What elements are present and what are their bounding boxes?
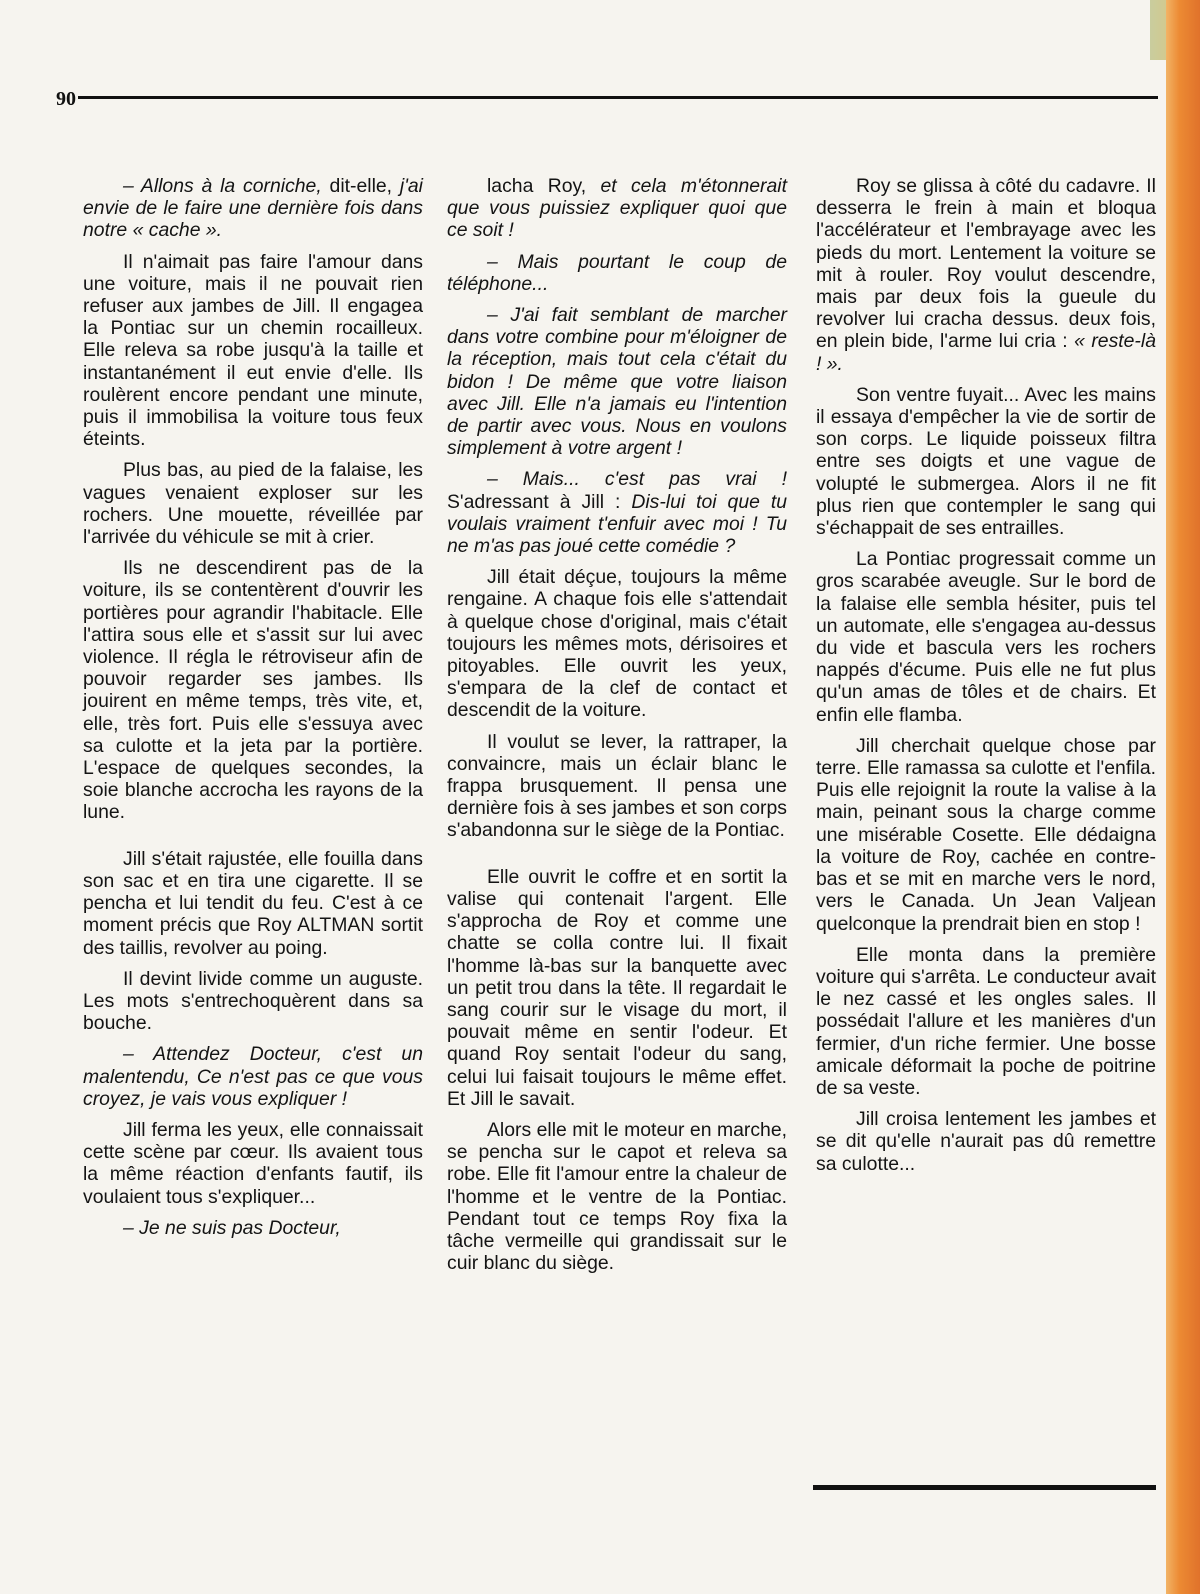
- paragraph: [83, 848, 423, 959]
- text-run: Jill cherchait quelque chose par terre. Elle ramassa sa culotte et l'enfila. Puis elle rejoignit la route la valise à la main, peinant sous la charge comme une misérable Cosette. Elle dédaigna la voiture de Roy, cachée en contre-bas et se mit en marche vers le nord, vers le Canada. Un Jean Valjean quelconque la prendrait bien en stop !: [816, 734, 1156, 935]
- paragraph: [816, 944, 1156, 1099]
- text-run: Elle monta dans la première voiture qui s'arrêta. Le conducteur avait le nez cassé et les ongles sales. Il possédait l'allure et les manières d'un fermier, d'un riche fermier. Une bosse amicale déformait la poche de poitrine de sa veste.: [816, 943, 1156, 1099]
- text-run: Ils ne descendirent pas de la voiture, ils se contentèrent d'ouvrir les portières pour agrandir l'habitacle. Elle l'attira sous elle et s'assit sur lui avec violence. Il régla le rétroviseur afin de pouvoir regarder ses jambes. Ils jouirent en même temps, très vite, et, elle, très fort. Puis elle s'essuya avec sa culotte et la jeta par la portière. L'espace de quelques secondes, la soie blanche accrocha les rayons de la lune.: [83, 557, 423, 824]
- text-run: dit-elle,: [321, 175, 400, 197]
- paragraph: [816, 175, 1156, 375]
- paragraph: [447, 304, 787, 459]
- text-run: Il devint livide comme un auguste. Les mots s'entrechoquèrent dans sa bouche.: [83, 967, 423, 1035]
- italic-text-run: – Mais pourtant le coup de téléphone...: [447, 250, 787, 295]
- text-run: Roy se glissa à côté du cadavre. Il desserra le frein à main et bloqua l'accélérateur et l'embrayage avec les pieds du mort. Lentement la voiture se mit à rouler. Roy voulut descendre, mais par deux fois la gueule du revolver lui cracha dessus. deux fois, en plein bide, l'arme lui cria :: [816, 175, 1156, 353]
- text-run: Alors elle mit le moteur en marche, se pencha sur le capot et releva sa robe. Elle fit l'amour entre la chaleur de l'homme et le ventre de la Pontiac. Pendant tout ce temps Roy fixa la tâche vermeille qui grandissait sur le cuir blanc du siège.: [447, 1118, 787, 1275]
- italic-text-run: – Mais... c'est pas vrai !: [487, 468, 787, 491]
- text-run: Jill s'était rajustée, elle fouilla dans son sac et en tira une cigarette. Il se pencha et lui tendit du feu. C'est à ce moment précis que Roy ALTMAN sortit des taillis, revolver au poing.: [83, 847, 423, 959]
- text-column-3: [816, 175, 1156, 1184]
- paragraph: [447, 251, 787, 295]
- italic-text-run: j'ai envie de le faire une dernière fois dans notre « cache ».: [83, 175, 423, 242]
- italic-text-run: Dis-lui toi que tu voulais vraiment t'enfuir avec moi ! Tu ne m'as pas joué cette comédie ?: [447, 490, 787, 558]
- italic-text-run: – Attendez Docteur, c'est un malentendu, Ce n'est pas ce que vous croyez, je vais vous expliquer !: [83, 1043, 423, 1110]
- italic-text-run: – J'ai fait semblant de marcher dans votre combine pour m'éloigner de la réception, mais tout cela c'était du bidon ! De même que votre liaison avec Jill. Elle n'a jamais eu l'intention de partir avec vous. Nous en voulons simplement à votre argent !: [447, 304, 787, 460]
- paragraph: [83, 557, 423, 823]
- text-column-2: [447, 175, 787, 1283]
- paragraph: [816, 384, 1156, 539]
- paragraph: [83, 1119, 423, 1208]
- text-run: La Pontiac progressait comme un gros scarabée aveugle. Sur le bord de la falaise elle sembla hésiter, puis tel un automate, elle s'engagea au-dessus du vide et bascula vers les rochers nappés d'écume. Puis elle ne fut plus qu'un amas de tôles et de chairs. Et enfin elle flamba.: [816, 548, 1156, 726]
- text-run: Plus bas, au pied de la falaise, les vagues venaient exploser sur les rochers. Une mouette, réveillée par l'arrivée du véhicule se mit à crier.: [83, 459, 423, 549]
- paragraph: [83, 968, 423, 1035]
- page-edge-strip: [1166, 0, 1200, 1594]
- text-run: Il n'aimait pas faire l'amour dans une voiture, mais il ne pouvait rien refuser aux jambes de Jill. Il engagea la Pontiac sur un chemin rocailleux. Elle releva sa robe jusqu'à la taille et instantanément il eut envie d'elle. Ils roulèrent encore pendant une minute, puis il immobilisa la voiture tous feux éteints.: [83, 250, 423, 451]
- paragraph: [447, 731, 787, 842]
- paragraph: [447, 1119, 787, 1274]
- paragraph: [447, 468, 787, 557]
- header-rule: [78, 96, 1158, 99]
- paragraph: [447, 566, 787, 721]
- paragraph: [816, 1108, 1156, 1175]
- paragraph: [83, 459, 423, 548]
- italic-text-run: et cela m'étonnerait que vous puissiez expliquer quoi que ce soit !: [447, 175, 787, 242]
- paragraph: [83, 175, 423, 242]
- text-run: S'adressant à Jill :: [447, 490, 632, 513]
- paragraph: [83, 1217, 423, 1239]
- text-run: Elle ouvrit le coffre et en sortit la valise qui contenait l'argent. Elle s'approcha de Roy et comme une chatte se colla contre lui. Il fixait l'homme là-bas sur la banquette avec un petit trou dans la tête. Il regardait le sang courir sur le visage du mort, il pouvait même en sentir l'odeur. Et quand Roy sentait l'odeur du sang, celui lui faisait toujours le même effet. Et Jill le savait.: [447, 865, 787, 1110]
- text-run: Jill était déçue, toujours la même rengaine. A chaque fois elle s'attendait à quelque chose d'original, mais c'était toujours les mêmes mots, dérisoires et pitoyables. Elle ouvrit les yeux, s'empara de la clef de contact et descendit de la voiture.: [447, 566, 787, 722]
- text-run: Il voulut se lever, la rattraper, la convaincre, mais un éclair blanc le frappa brusquement. Il pensa une dernière fois à ses jambes et son corps s'abandonna sur le siège de la Pontiac.: [447, 730, 787, 842]
- text-run: Son ventre fuyait... Avec les mains il essaya d'empêcher la vie de sortir de son corps. Le liquide poisseux filtra entre ses doigts et une vague de volupté le submergea. Alors il ne fit plus rien que contempler le sang qui s'échappait de ses entrailles.: [816, 383, 1156, 540]
- paragraph: [83, 251, 423, 451]
- text-run: Jill croisa lentement les jambes et se dit qu'elle n'aurait pas dû remettre sa culotte...: [816, 1108, 1156, 1175]
- paragraph: [816, 548, 1156, 726]
- italic-text-run: – Je ne suis pas Docteur,: [123, 1216, 341, 1239]
- text-run: lacha Roy,: [487, 175, 601, 197]
- end-of-story-rule: [813, 1485, 1156, 1490]
- text-column-1: [83, 175, 423, 1248]
- italic-text-run: « reste-là ! ».: [816, 330, 1156, 375]
- paragraph: [447, 175, 787, 242]
- paragraph: [447, 866, 787, 1110]
- text-run: Jill ferma les yeux, elle connaissait cette scène par cœur. Ils avaient tous la même réaction d'enfants fautif, ils voulaient tous s'expliquer...: [83, 1118, 423, 1208]
- paragraph: [816, 735, 1156, 935]
- page-number: 90: [56, 88, 76, 110]
- italic-text-run: – Allons à la corniche,: [123, 175, 322, 197]
- paragraph: [83, 1043, 423, 1110]
